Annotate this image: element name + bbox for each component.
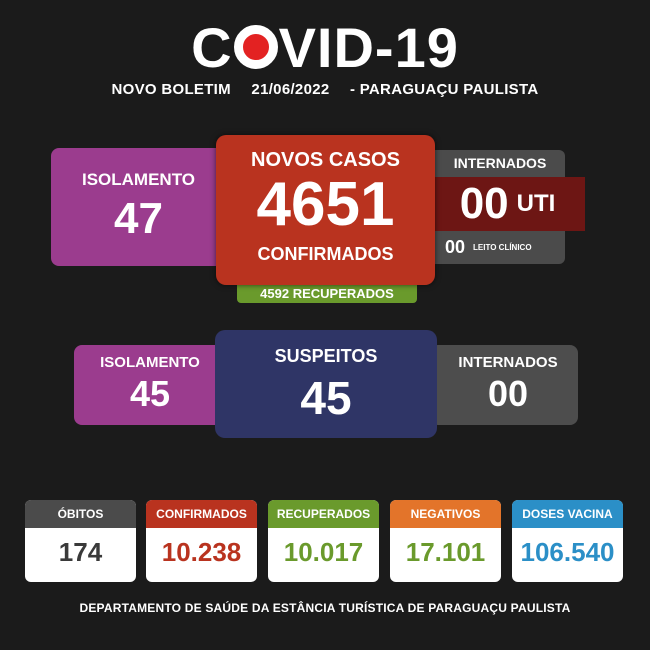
isolation-confirmed-card: [51, 148, 226, 266]
hospitalized-label: INTERNADOS: [425, 150, 565, 177]
new-cases-label: NOVOS CASOS: [251, 149, 400, 171]
stat-label: DOSES VACINA: [512, 500, 623, 528]
new-cases-card: [216, 135, 435, 285]
icu-card: [430, 177, 585, 231]
stat-value: 17.101: [405, 537, 486, 567]
subtitle-label: NOVO BOLETIM: [111, 81, 231, 98]
footer-department: DEPARTAMENTO DE SAÚDE DA ESTÂNCIA TURÍSTICA DE PARAGUAÇU PAULISTA: [79, 601, 571, 615]
isolation-value: 45: [129, 373, 171, 414]
stat-card-vaccine-doses: [512, 500, 623, 582]
page-title: [0, 18, 650, 78]
icu-value: 00: [459, 179, 509, 228]
confirmed-label: CONFIRMADOS: [257, 244, 394, 264]
suspected-value: 45: [300, 372, 352, 424]
stat-value: 106.540: [520, 537, 615, 567]
hospitalized-label: INTERNADOS: [458, 354, 558, 371]
stat-card-recovered: [268, 500, 379, 582]
isolation-value: 47: [114, 194, 163, 243]
new-cases-value: 4651: [256, 170, 395, 239]
stat-card-negative: [390, 500, 501, 582]
stat-value: 10.238: [161, 537, 242, 567]
isolation-label: ISOLAMENTO: [100, 354, 200, 371]
title-prefix: C: [191, 16, 233, 79]
hospitalized-suspected-card: [430, 345, 578, 425]
title-suffix: VID-19: [278, 16, 459, 79]
isolation-suspected-card: [74, 345, 226, 425]
isolation-label: ISOLAMENTO: [81, 170, 196, 189]
clinical-bed-card: [425, 231, 565, 264]
hospitalized-value: 00: [487, 373, 529, 414]
stat-value: 174: [58, 537, 103, 567]
stat-card-confirmed: [146, 500, 257, 582]
recovered-strip: 4592 RECUPERADOS: [237, 285, 417, 303]
stat-value: 10.017: [283, 537, 364, 567]
stat-label: NEGATIVOS: [390, 500, 501, 528]
bulletin-subtitle: [0, 81, 650, 98]
stat-label: ÓBITOS: [25, 500, 136, 528]
suspected-label: SUSPEITOS: [274, 346, 378, 366]
virus-icon: [234, 25, 278, 69]
stat-label: RECUPERADOS: [268, 500, 379, 528]
subtitle-city: - PARAGUAÇU PAULISTA: [349, 81, 539, 98]
clinical-bed-label: LEITO CLÍNICO: [473, 243, 532, 252]
suspected-card: [215, 330, 437, 438]
stat-label: CONFIRMADOS: [146, 500, 257, 528]
icu-label: UTI: [516, 190, 556, 217]
bulletin-date: 21/06/2022: [251, 81, 330, 98]
clinical-bed-value: 00: [445, 237, 466, 257]
stat-card-deaths: [25, 500, 136, 582]
